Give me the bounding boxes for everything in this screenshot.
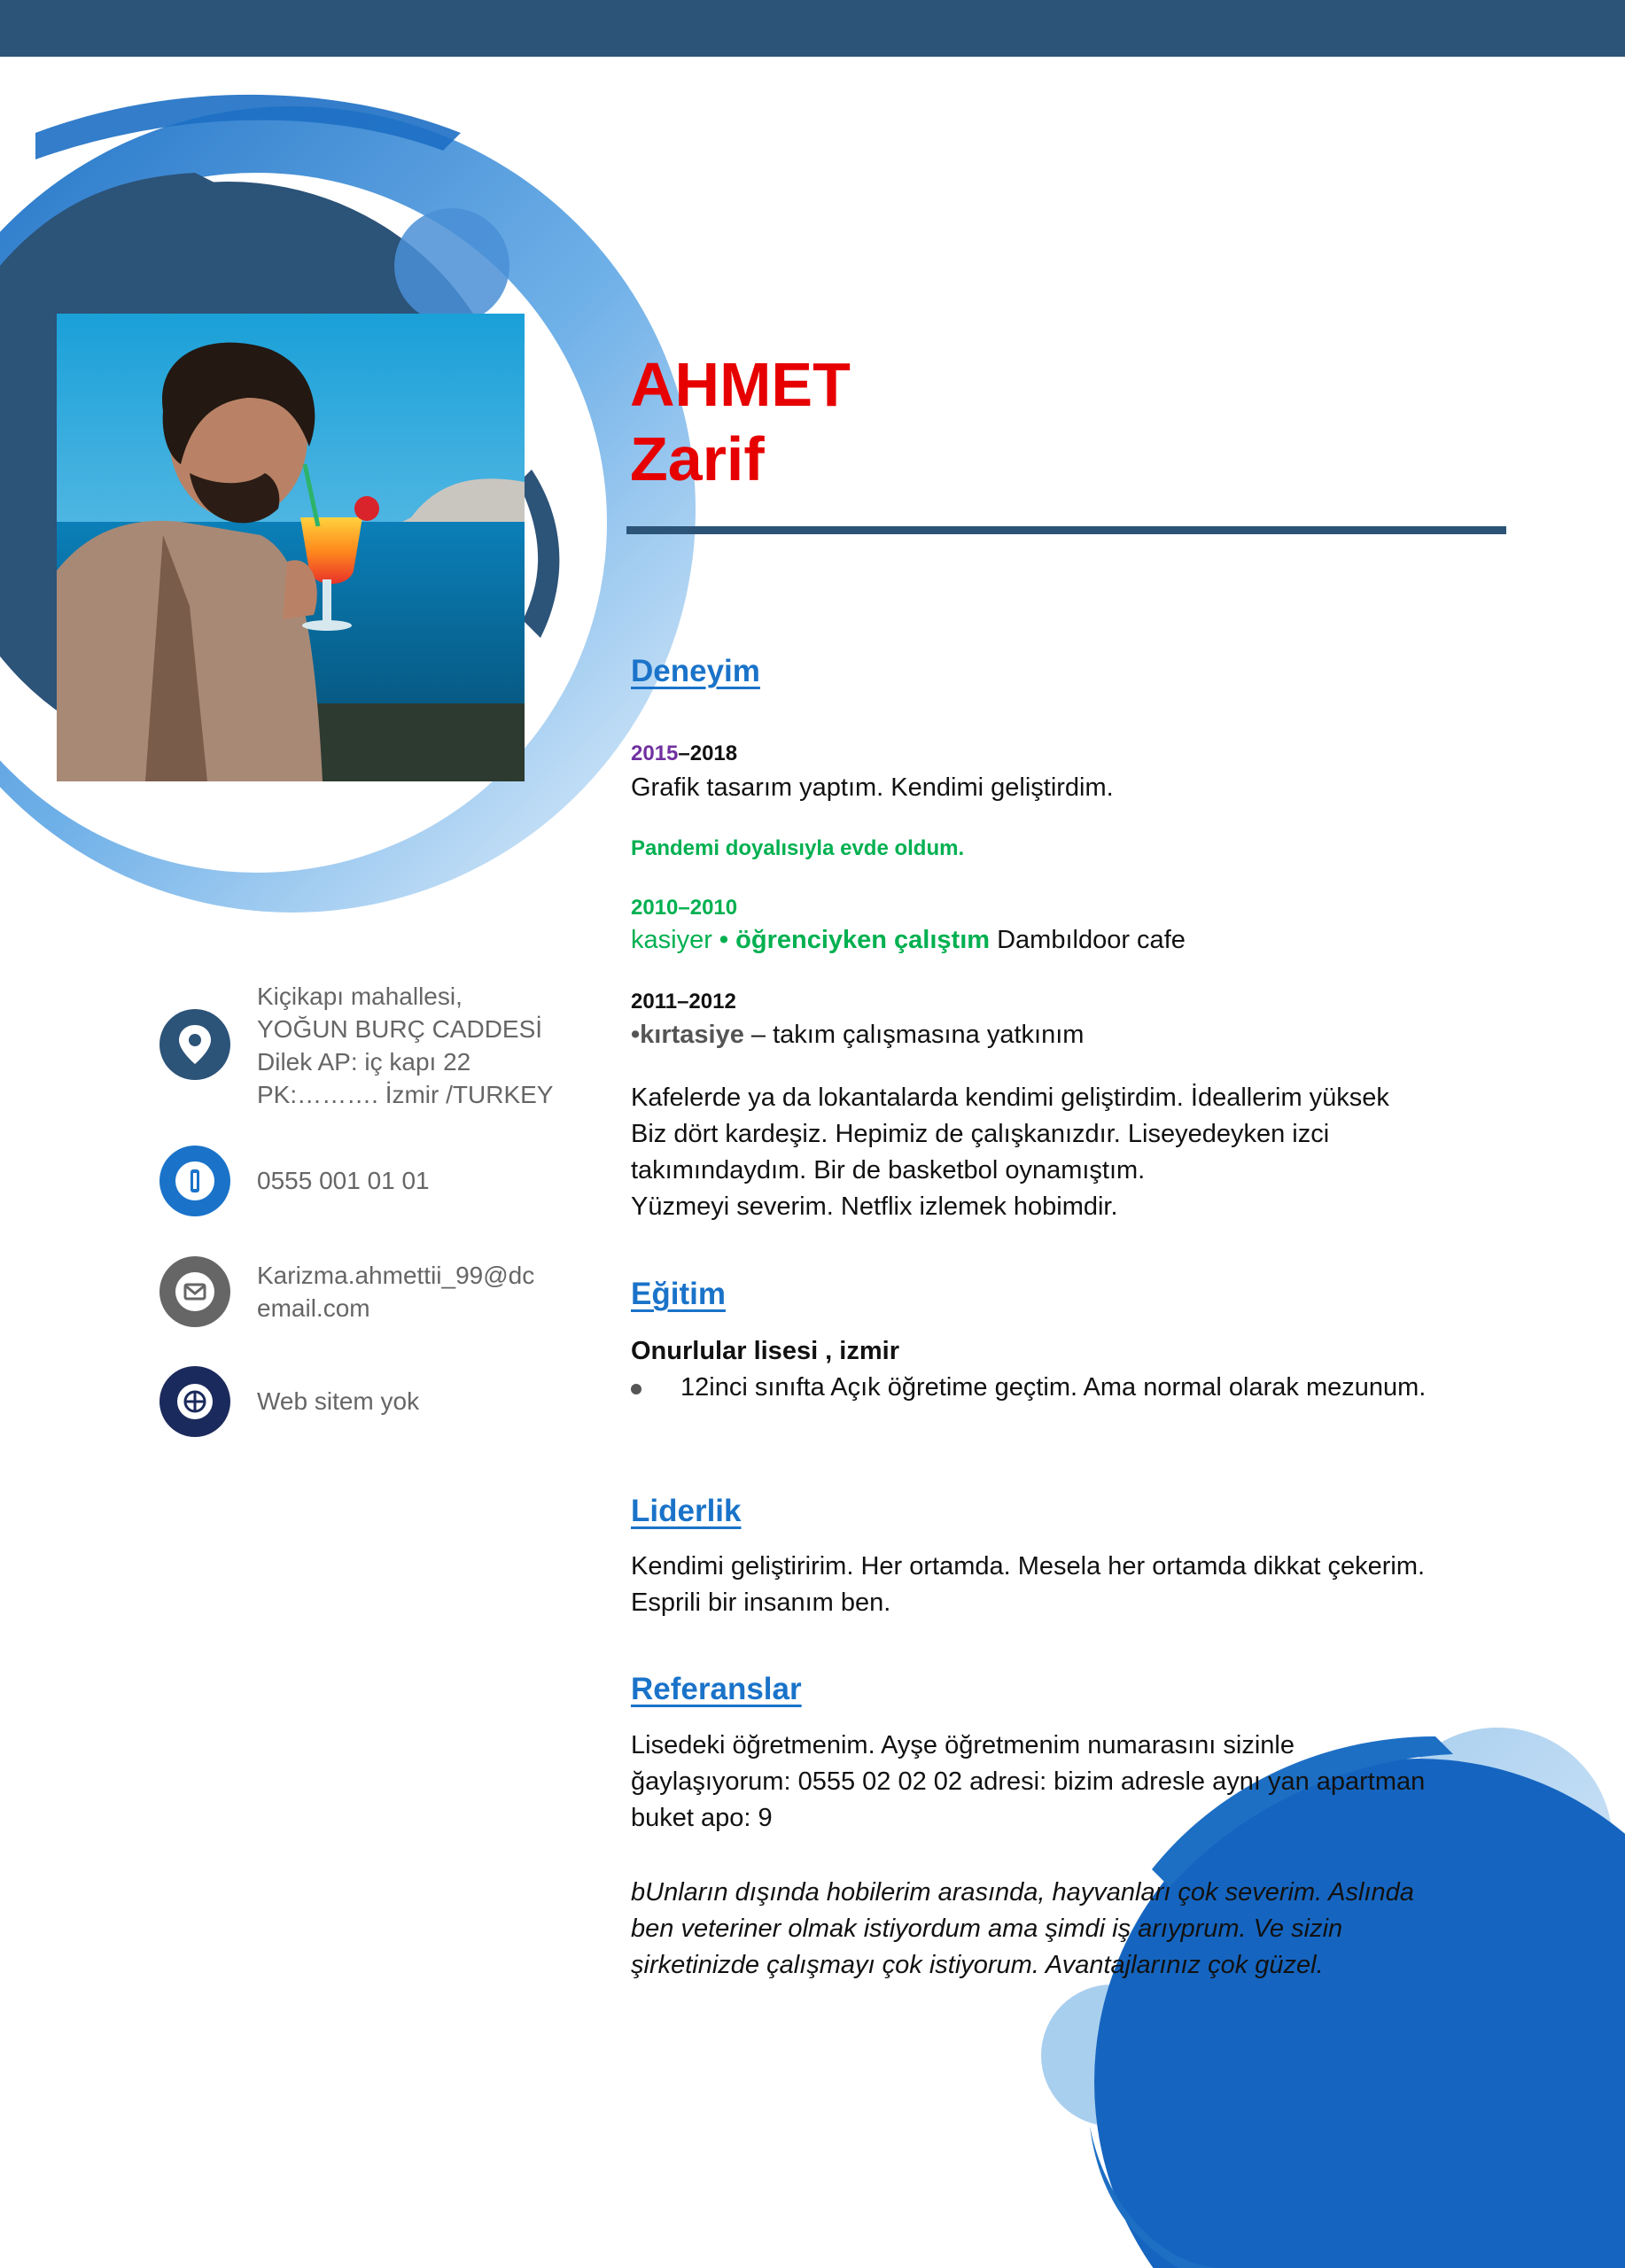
section-heading-references: Referanslar	[631, 1672, 802, 1706]
job2-description	[631, 922, 1186, 959]
references-line: buket apo: 9	[631, 1804, 773, 1832]
closing-line: ben veteriner olmak istiyordum ama şimdi iş arıyprum. Ve sizin	[631, 1915, 1343, 1943]
job3-description	[631, 1017, 1084, 1053]
name-divider	[626, 526, 1506, 534]
job2-years: 2010–2010	[631, 896, 738, 920]
references-line: ğaylaşıyorum: 0555 02 02 02 adresi: bizim adresle aynı yan apartman	[631, 1767, 1426, 1796]
section-heading-experience: Deneyim	[631, 654, 760, 688]
location-pin-icon	[159, 1009, 230, 1080]
phone-icon	[159, 1146, 230, 1216]
job2-place: Dambıldoor cafe	[990, 926, 1186, 954]
about-line: Kafelerde ya da lokantalarda kendimi geliştirdim. İdeallerim yüksek	[631, 1084, 1389, 1112]
job1-description: Grafik tasarım yaptım. Kendimi geliştirdim.	[631, 773, 1114, 802]
job2-role: kasiyer	[631, 926, 712, 954]
leadership-line: Kendimi geliştiririm. Her ortamda. Mesela her ortamda dikkat çekerim.	[631, 1552, 1426, 1581]
job2-bold: öğrenciyken çalıştım	[735, 926, 991, 954]
references-text	[631, 1728, 1425, 1837]
job3-rest: – takım çalışmasına yatkınım	[743, 1021, 1085, 1049]
email-icon	[159, 1256, 230, 1327]
job1-year-end: –2018	[678, 742, 738, 765]
website: Web sitem yok	[257, 1387, 420, 1415]
job1-years	[631, 735, 737, 772]
job1-year-start: 2015	[631, 742, 679, 765]
closing-line: bUnların dışında hobilerim arasında, hayvanları çok severim. Aslında	[631, 1878, 1414, 1907]
address-line: YOĞUN BURÇ CADDESİ	[257, 1015, 543, 1043]
phone-number: 0555 001 01 01	[257, 1167, 430, 1194]
address-block	[257, 980, 553, 1111]
address-line: Kiçikapı mahallesi,	[257, 983, 463, 1010]
section-heading-leadership: Liderlik	[631, 1494, 742, 1528]
about-paragraph	[631, 1080, 1389, 1225]
email-line: email.com	[257, 1294, 370, 1322]
profile-photo	[57, 314, 525, 781]
candidate-name	[630, 347, 851, 496]
last-name: Zarif	[630, 424, 765, 493]
references-line: Lisedeki öğretmenim. Ayşe öğretmenim numarasını sizinle	[631, 1731, 1295, 1759]
first-name: AHMET	[630, 350, 851, 419]
address-line: PK:………. İzmir /TURKEY	[257, 1081, 554, 1108]
education-bullet-icon	[631, 1384, 641, 1394]
about-line: takımındaydım. Bir de basketbol oynamıştım.	[631, 1156, 1146, 1184]
globe-icon	[159, 1366, 230, 1437]
address-line: Dilek AP: iç kapı 22	[257, 1048, 471, 1076]
about-line: Biz dört kardeşiz. Hepimiz de çalışkanızdır. Liseyedeyken izci	[631, 1120, 1330, 1148]
about-line: Yüzmeyi severim. Netflix izlemek hobimdir.	[631, 1192, 1118, 1221]
section-heading-education: Eğitim	[631, 1277, 726, 1311]
job2-sep: •	[711, 926, 736, 954]
leadership-text	[631, 1549, 1425, 1621]
job3-bold: •kırtasiye	[631, 1021, 744, 1049]
email-line: Karizma.ahmettii_99@dc	[257, 1262, 535, 1289]
job3-years: 2011–2012	[631, 990, 736, 1014]
closing-line: şirketinizde çalışmayı çok istiyorum. Avantajlarınız çok güzel.	[631, 1951, 1324, 1979]
closing-note	[631, 1875, 1414, 1984]
leadership-line: Esprili bir insanım ben.	[631, 1588, 891, 1617]
school-name: Onurlular lisesi , izmir	[631, 1337, 899, 1365]
education-bullet-text: 12inci sınıfta Açık öğretime geçtim. Ama normal olarak mezunum.	[680, 1373, 1427, 1402]
experience-note: Pandemi doyalısıyla evde oldum.	[631, 836, 965, 860]
email-address	[257, 1259, 534, 1324]
